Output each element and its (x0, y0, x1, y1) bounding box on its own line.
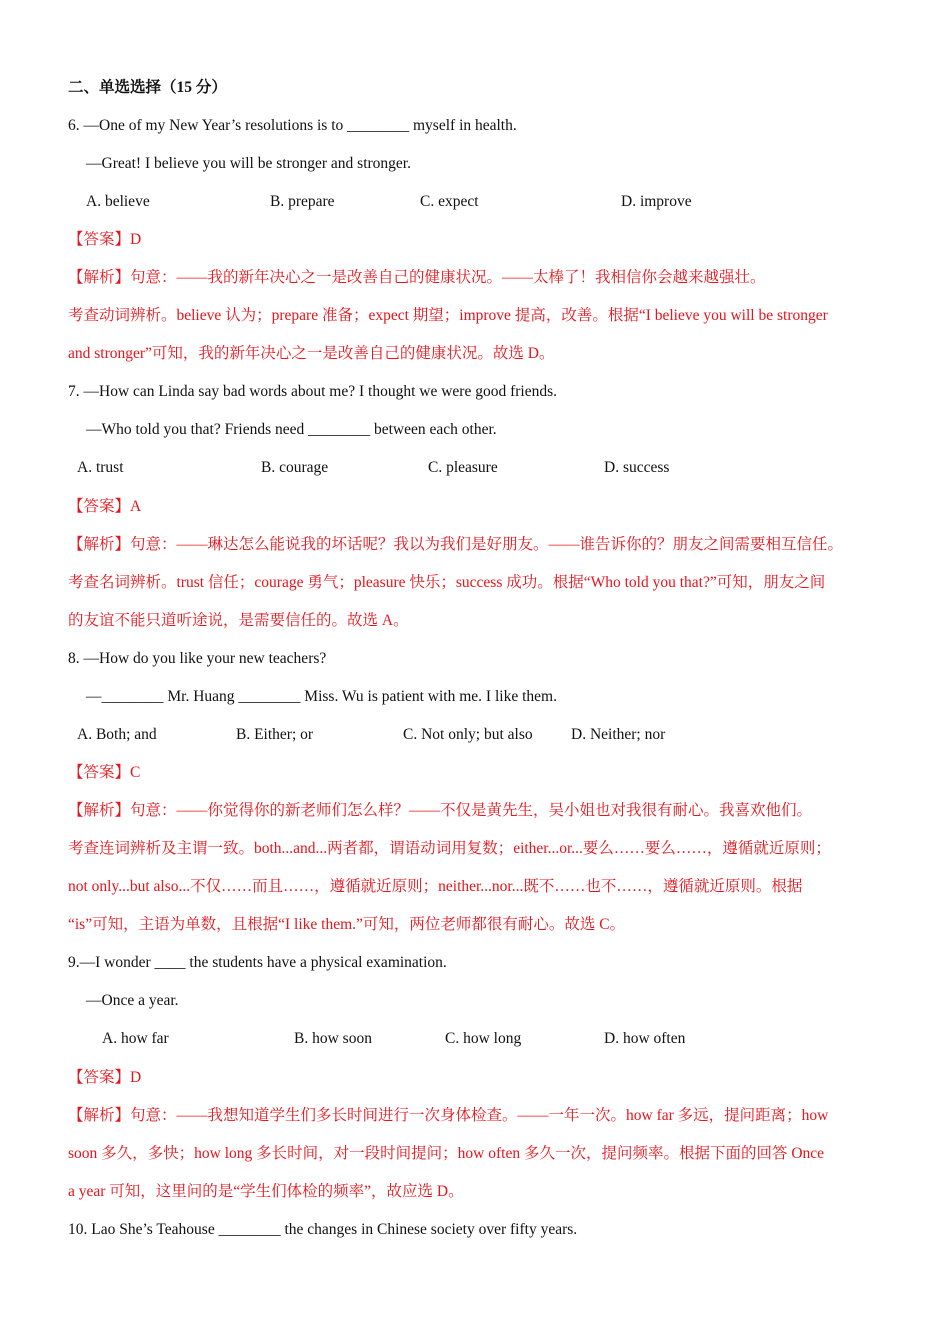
question-9-analysis-line: 【解析】句意：——我想知道学生们多长时间进行一次身体检查。——一年一次。how far 多远，提问距离；how (68, 1107, 829, 1124)
question-6-option-a: A. believe (86, 193, 150, 210)
question-7-stem: 7. —How can Linda say bad words about me? I thought we were good friends. (68, 383, 557, 400)
question-6-option-c: C. expect (420, 193, 479, 210)
question-8-analysis-line: 【解析】句意：——你觉得你的新老师们怎么样？——不仅是黄先生，吴小姐也对我很有耐心。我喜欢他们。 (68, 802, 813, 819)
question-9-reply: —Once a year. (86, 992, 179, 1009)
question-9-stem: 9.—I wonder ____ the students have a physical examination. (68, 954, 447, 971)
question-8-answer: 【答案】C (68, 764, 141, 781)
question-8-analysis-line: 考查连词辨析及主谓一致。both...and...两者都，谓语动词用复数；either...or...要么……要么……，遵循就近原则； (68, 840, 831, 857)
question-6-stem: 6. —One of my New Year’s resolutions is to ________ myself in health. (68, 117, 517, 134)
question-6-option-d: D. improve (621, 193, 692, 210)
question-8-option-d: D. Neither; nor (571, 726, 666, 743)
question-8-analysis-line: not only...but also...不仅……而且……，遵循就近原则；neither...nor...既不……也不……，遵循就近原则。根据 (68, 878, 803, 895)
question-7-analysis-line: 考查名词辨析。trust 信任；courage 勇气；pleasure 快乐；success 成功。根据“Who told you that?”可知，朋友之间 (68, 574, 826, 591)
question-8-option-a: A. Both; and (77, 726, 157, 743)
question-9-option-a: A. how far (102, 1030, 169, 1047)
question-8-reply: —________ Mr. Huang ________ Miss. Wu is patient with me. I like them. (86, 688, 557, 705)
question-8-option-b: B. Either; or (236, 726, 314, 743)
question-7-analysis-line: 【解析】句意：——琳达怎么能说我的坏话呢？我以为我们是好朋友。——谁告诉你的？朋友之间需要相互信任。 (68, 536, 844, 553)
question-9-analysis-line: a year 可知，这里问的是“学生们体检的频率”，故应选 D。 (68, 1183, 464, 1200)
question-7-option-a: A. trust (77, 459, 124, 476)
question-9-option-b: B. how soon (294, 1030, 372, 1047)
question-6-answer: 【答案】D (68, 231, 142, 248)
question-6-reply: —Great! I believe you will be stronger and stronger. (86, 155, 411, 172)
question-9-option-d: D. how often (604, 1030, 686, 1047)
question-6-analysis-line: 【解析】句意：——我的新年决心之一是改善自己的健康状况。——太棒了！我相信你会越来越强壮。 (68, 269, 766, 286)
question-6-analysis-line: 考查动词辨析。believe 认为；prepare 准备；expect 期望；improve 提高，改善。根据“I believe you will be stronger (68, 307, 828, 324)
question-7-reply: —Who told you that? Friends need ________ between each other. (86, 421, 497, 438)
question-8-analysis-line: “is”可知，主语为单数，且根据“I like them.”可知，两位老师都很有耐心。故选 C。 (68, 916, 626, 933)
question-9-answer: 【答案】D (68, 1069, 142, 1086)
question-8-option-c: C. Not only; but also (403, 726, 533, 743)
question-6-analysis-line: and stronger”可知，我的新年决心之一是改善自己的健康状况。故选 D。 (68, 345, 555, 362)
question-9-option-c: C. how long (445, 1030, 522, 1047)
question-8-stem: 8. —How do you like your new teachers? (68, 650, 327, 667)
question-9-analysis-line: soon 多久，多快；how long 多长时间，对一段时间提问；how often 多久一次，提问频率。根据下面的回答 Once (68, 1145, 825, 1162)
question-10-stem: 10. Lao She’s Teahouse ________ the changes in Chinese society over fifty years. (68, 1221, 578, 1238)
question-7-option-b: B. courage (261, 459, 329, 476)
section-title: 二、单选选择（15 分） (68, 79, 227, 96)
question-6-option-b: B. prepare (270, 193, 335, 210)
question-7-option-d: D. success (604, 459, 670, 476)
question-7-answer: 【答案】A (68, 498, 142, 515)
question-7-analysis-line: 的友谊不能只道听途说，是需要信任的。故选 A。 (68, 612, 409, 629)
question-7-option-c: C. pleasure (428, 459, 498, 476)
